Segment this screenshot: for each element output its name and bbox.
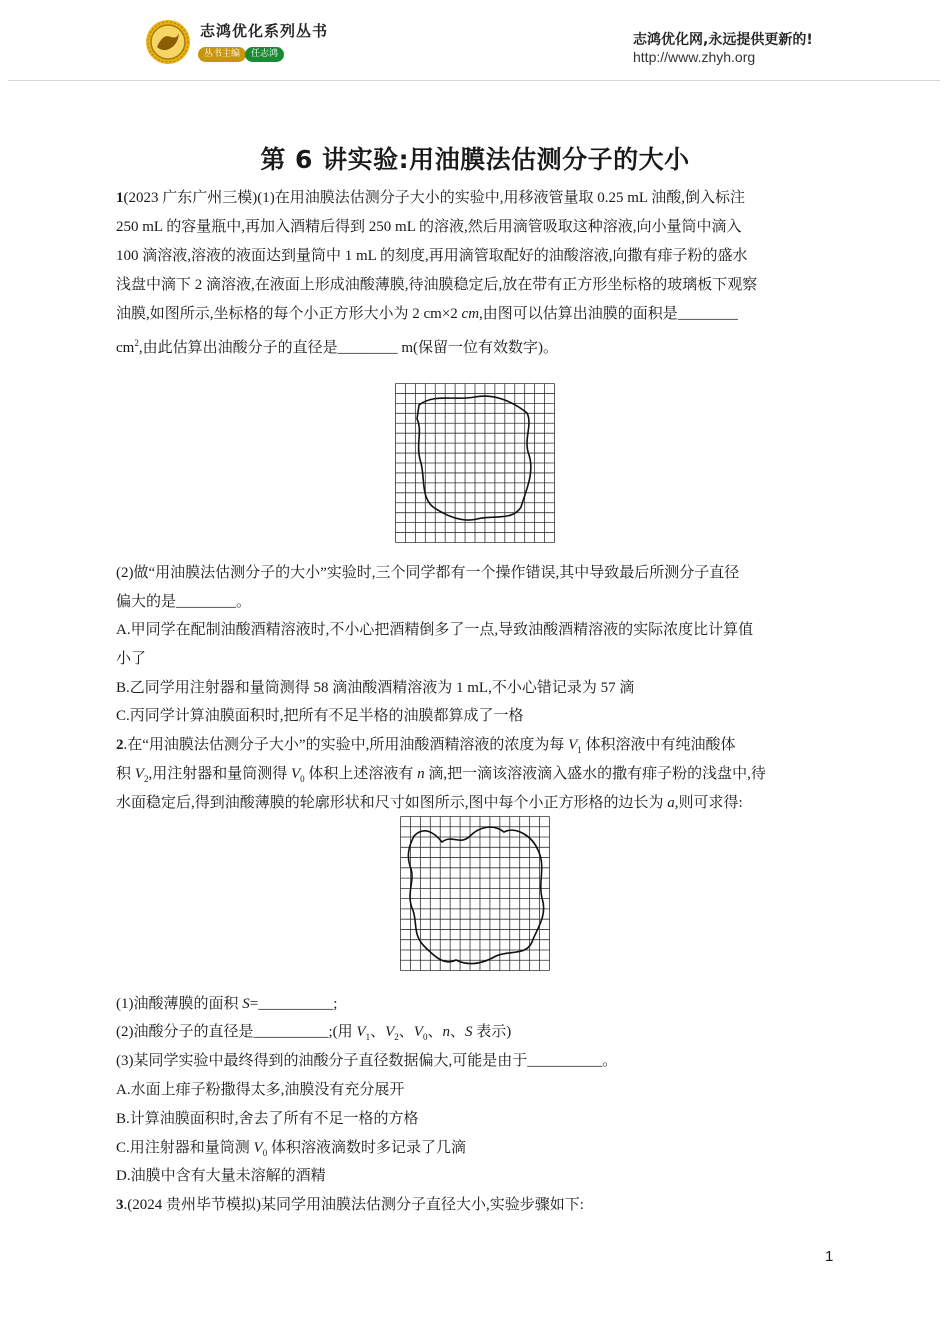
answer-blank[interactable]: __________ xyxy=(258,996,334,1012)
q2-option-b: B.计算油膜面积时,舍去了所有不足一格的方格 xyxy=(116,1111,419,1127)
brand-title: 志鸿优化系列丛书 xyxy=(200,22,329,40)
q2-part-3: (3)某同学实验中最终得到的油酸分子直径数据偏大,可能是由于__________。 xyxy=(116,1053,618,1069)
q2-line-3: 水面稳定后,得到油酸薄膜的轮廓形状和尺寸如图所示,图中每个小正方形格的边长为 a,则可求得: xyxy=(116,795,743,811)
answer-blank[interactable]: ________ xyxy=(176,594,237,610)
q1b-line-2: 偏大的是________。 xyxy=(116,594,252,610)
slogan: 志鸿优化网,永远提供更新的! xyxy=(633,32,813,48)
editor-label: 丛书主编 xyxy=(198,47,246,62)
q2-line-2: 积 $V_2$,用注射器和量筒测得 $V_0$ 体积上述溶液有 n 滴,把一滴该溶液滴入盛水的撒有痱子粉的浅盘中,待 xyxy=(116,766,766,784)
q1-line-6: $cm^2$,由此估算出油酸分子的直径是________ m(保留一位有效数字)。 xyxy=(116,338,559,356)
q2-option-d: D.油膜中含有大量未溶解的酒精 xyxy=(116,1168,326,1184)
q2-option-a: A.水面上痱子粉撒得太多,油膜没有充分展开 xyxy=(116,1082,405,1098)
q3-line-1: 3.(2024 贵州毕节模拟)某同学用油膜法估测分子直径大小,实验步骤如下: xyxy=(116,1197,584,1213)
answer-blank[interactable]: __________ xyxy=(527,1053,603,1069)
q1-line-2: 250 mL 的容量瓶中,再加入酒精后得到 250 mL 的溶液,然后用滴管吸取这种溶液,向小量筒中滴入 xyxy=(116,219,742,235)
option-c: C.丙同学计算油膜面积时,把所有不足半格的油膜都算成了一格 xyxy=(116,708,524,724)
option-a-line-2: 小了 xyxy=(116,651,147,667)
page-header xyxy=(0,0,950,80)
q2-option-c: C.用注射器和量筒测 $V_0$ 体积溶液滴数时多记录了几滴 xyxy=(116,1140,466,1158)
q1-line-3: 100 滴溶液,溶液的液面达到量筒中 1 mL 的刻度,再用滴管取配好的油酸溶液,向撒有痱子粉的盛水 xyxy=(116,248,748,264)
q2-part-2: (2)油酸分子的直径是__________;(用 $V_1$、$V_2$、$V_0$、n、S 表示) xyxy=(116,1024,512,1042)
option-b: B.乙同学用注射器和量筒测得 58 滴油酸酒精溶液为 1 mL,不小心错记录为 57 滴 xyxy=(116,680,635,696)
answer-blank[interactable]: __________ xyxy=(253,1024,329,1040)
site-url[interactable]: http://www.zhyh.org xyxy=(633,49,756,65)
answer-blank[interactable]: ________ xyxy=(337,340,398,356)
q1-line-1: 1(2023 广东广州三模)(1)在用油膜法估测分子大小的实验中,用移液管量取 0.25 mL 油酸,倒入标注 xyxy=(116,190,746,206)
q1-line-5: 油膜,如图所示,坐标格的每个小正方形大小为 2 cm×2 cm,由图可以估算出油膜的面积是________ xyxy=(116,306,738,322)
option-a-line-1: A.甲同学在配制油酸酒精溶液时,不小心把酒精倒多了一点,导致油酸酒精溶液的实际浓度比计算值 xyxy=(116,622,754,638)
page-number: 1 xyxy=(825,1248,834,1265)
q2-part-1: (1)油酸薄膜的面积 S=__________; xyxy=(116,996,338,1012)
oil-film-outline-1 xyxy=(417,396,531,520)
oil-film-grid-figure-2 xyxy=(400,816,550,971)
q1-line-4: 浅盘中滴下 2 滴溶液,在液面上形成油酸薄膜,待油膜稳定后,放在带有正方形坐标格的玻璃板下观察 xyxy=(116,277,758,293)
q1b-line-1: (2)做“用油膜法估测分子的大小”实验时,三个同学都有一个操作错误,其中导致最后所测分子直径 xyxy=(116,565,740,581)
editor-name: 任志鸿 xyxy=(245,47,284,62)
header-divider xyxy=(8,80,940,81)
answer-blank[interactable]: ________ xyxy=(677,306,738,322)
page-title: 第 6 讲实验:用油膜法估测分子的大小 xyxy=(260,145,690,174)
zhihong-logo-icon xyxy=(145,19,191,65)
oil-film-grid-figure-1 xyxy=(395,383,555,543)
q2-line-1: 2.在“用油膜法估测分子大小”的实验中,所用油酸酒精溶液的浓度为每 $V_1$ 体积溶液中有纯油酸体 xyxy=(116,737,736,755)
